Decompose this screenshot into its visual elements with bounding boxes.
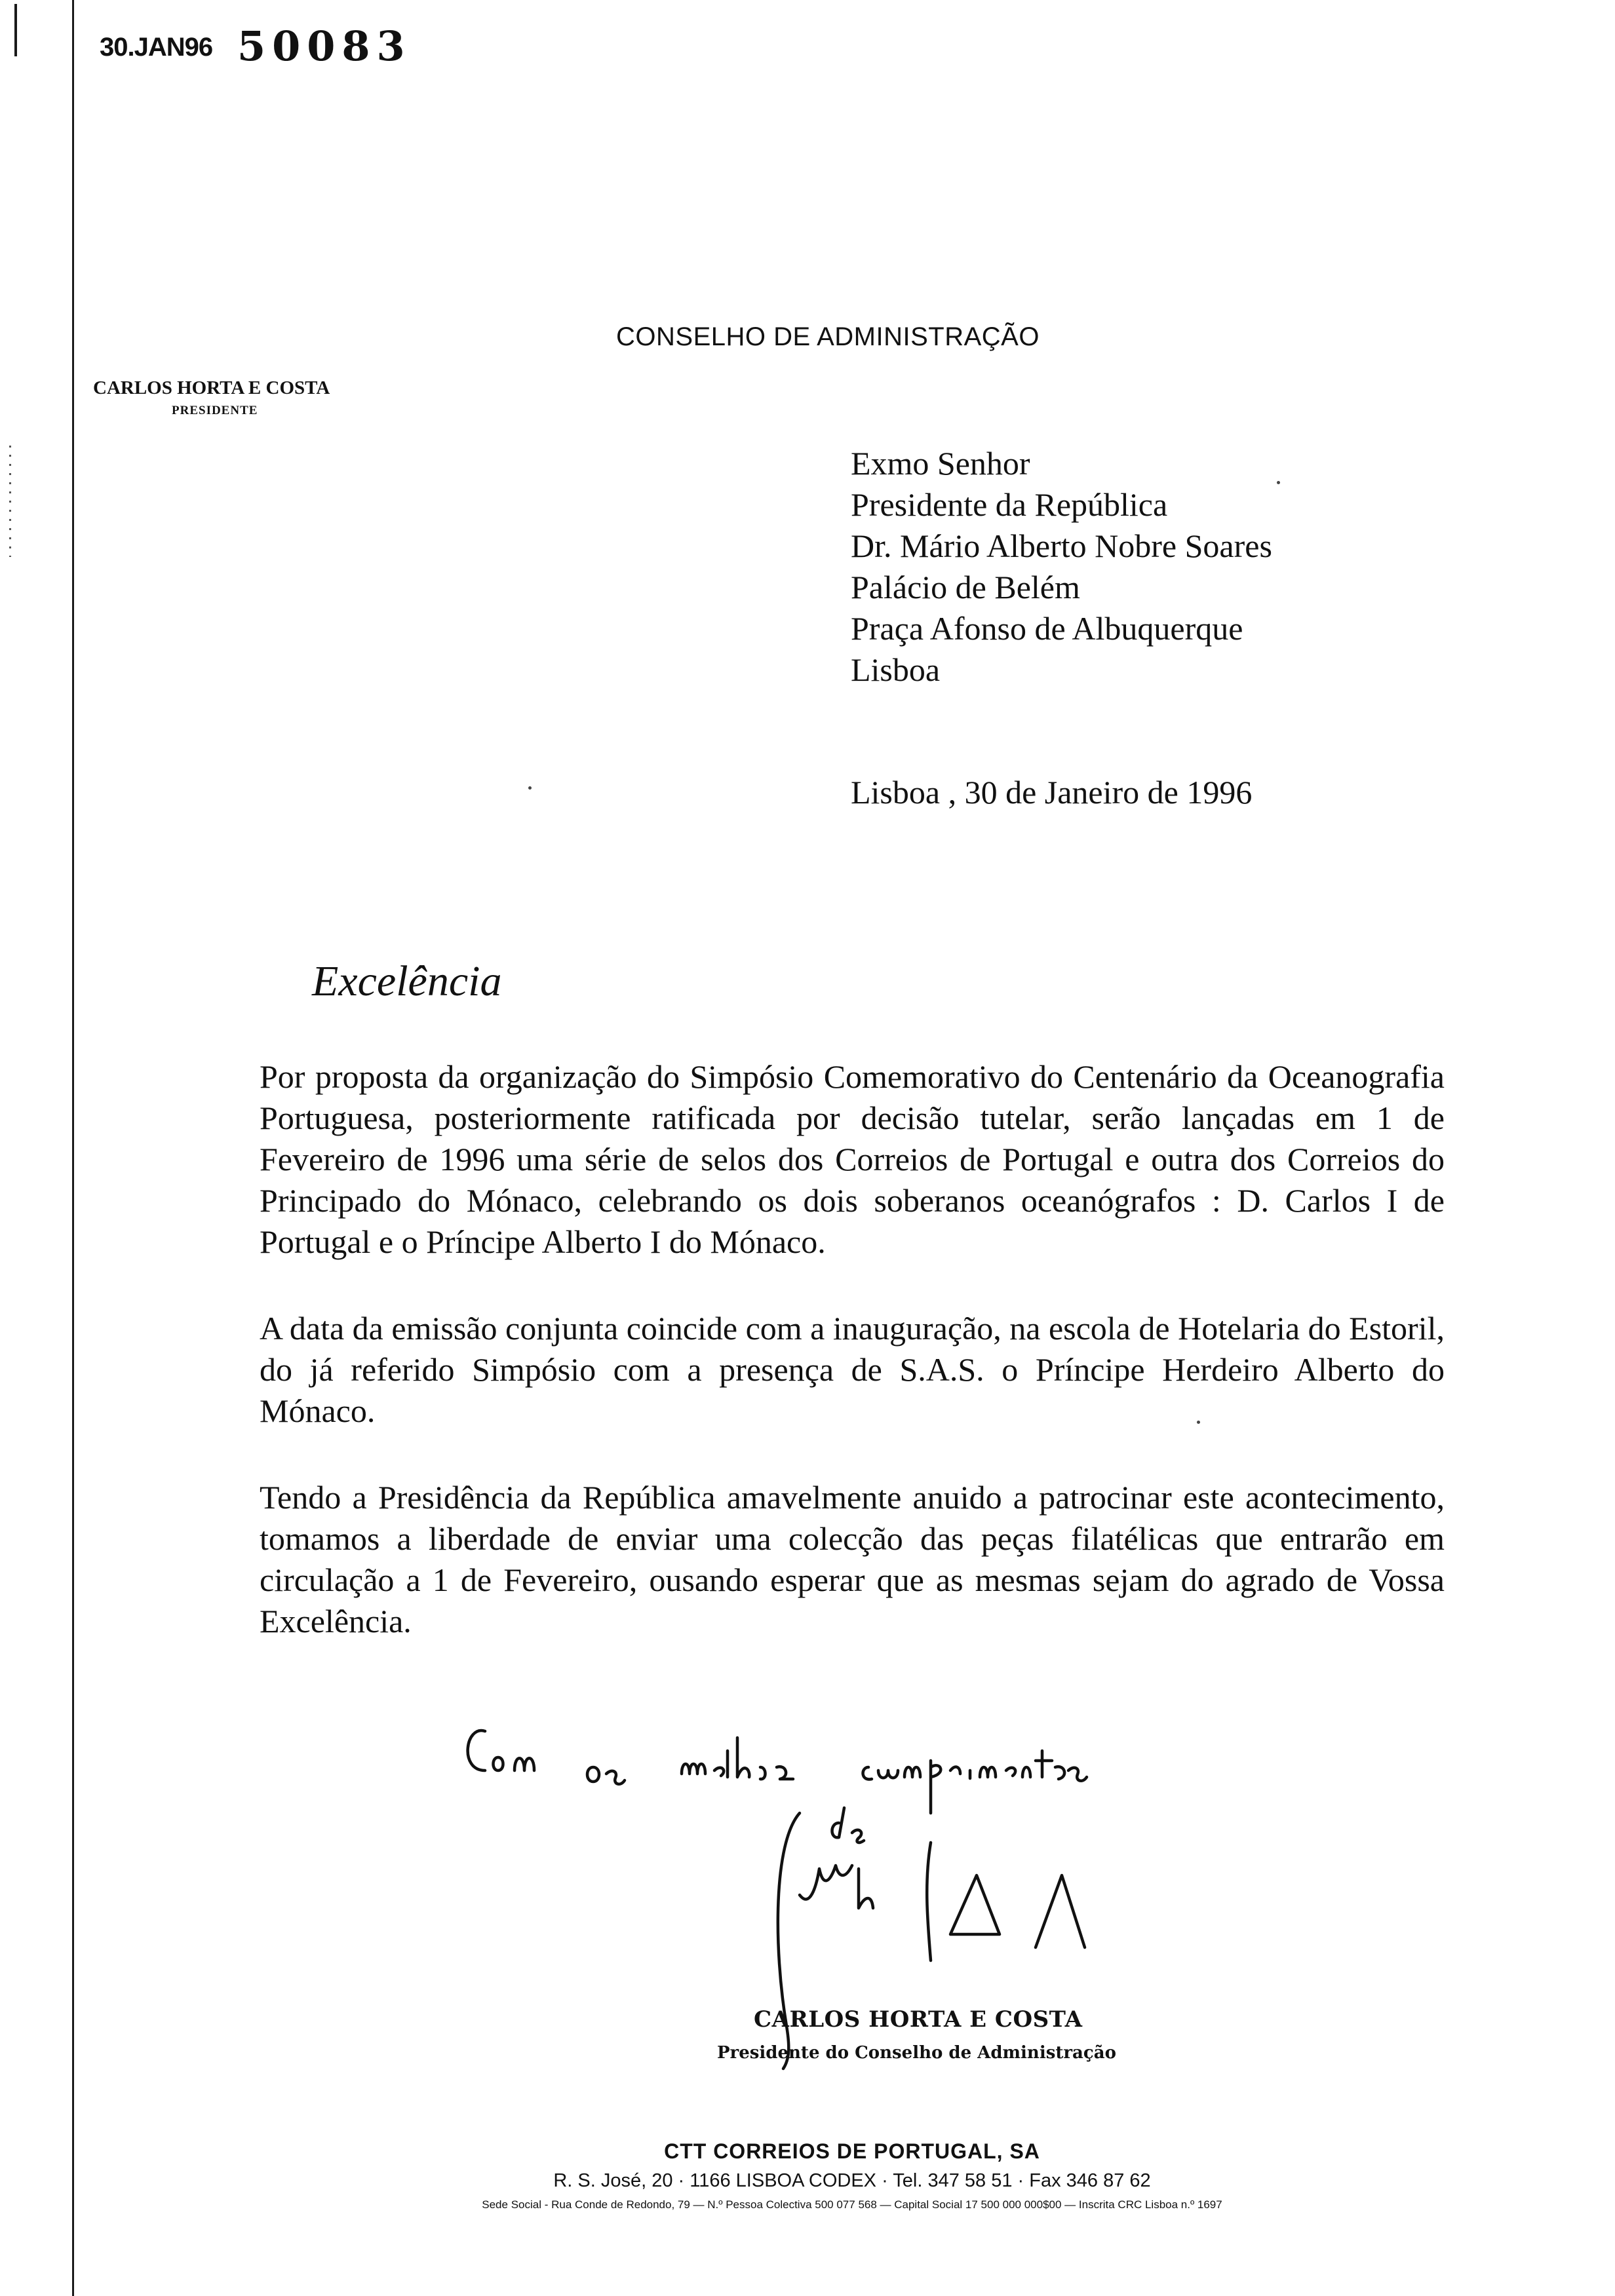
scan-speck: [528, 786, 532, 790]
scan-speck: [1277, 481, 1280, 484]
recipient-line: Exmo Senhor: [851, 445, 1030, 482]
received-date-stamp: 30.JAN96: [100, 33, 213, 62]
sender-name: CARLOS HORTA E COSTA: [93, 377, 330, 398]
sender-title: PRESIDENTE: [172, 404, 258, 417]
recipient-line: Palácio de Belém: [851, 569, 1080, 605]
place-date: Lisboa , 30 de Janeiro de 1996: [851, 774, 1253, 811]
footer-address: R. S. José, 20 · 1166 LISBOA CODEX · Tel. 347 58 51 · Fax 346 87 62: [553, 2170, 1151, 2191]
recipient-line: Presidente da República: [851, 486, 1168, 523]
footer-legal: Sede Social - Rua Conde de Redondo, 79 — N.º Pessoa Colectiva 500 077 568 — Capital Social 17 500 000 000$00 — Inscrita CRC Lisboa n.º 1697: [482, 2198, 1222, 2211]
recipient-address: [851, 443, 1272, 691]
body-paragraph: Por proposta da organização do Simpósio Comemorativo do Centenário da Oceanografia Portuguesa, posteriormente ratificada por decisão tutelar, serão lançadas em 1 de Fevereiro de 1996 uma série de selos dos Correios de Portugal e outra dos Correios do Principado do Mónaco, celebrando os dois soberanos oceanógrafos : D. Carlos I de Portugal e o Príncipe Alberto I do Mónaco.: [260, 1058, 1445, 1260]
registration-number-stamp: 50083: [237, 22, 412, 70]
recipient-line: Praça Afonso de Albuquerque: [851, 610, 1243, 647]
page-edge-line: [72, 0, 74, 2296]
body-paragraph: Tendo a Presidência da República amavelmente anuido a patrocinar este acontecimento, tomamos a liberdade de enviar uma colecção das peças filatélicas que entrarão em circulação a 1 de Fevereiro, ousando esperar que as mesmas sejam do agrado de Vossa Excelência.: [260, 1479, 1445, 1639]
signer-name: CARLOS HORTA E COSTA: [754, 2006, 1083, 2033]
recipient-line: Lisboa: [851, 651, 941, 688]
scan-mark: [14, 4, 17, 56]
board-title: CONSELHO DE ADMINISTRAÇÃO: [616, 322, 1040, 351]
letterhead-footer: [260, 2136, 1445, 2215]
footer-company: CTT CORREIOS DE PORTUGAL, SA: [664, 2139, 1040, 2163]
signer-title: Presidente do Conselho de Administração: [717, 2043, 1116, 2063]
handwritten-salutation: Excelência: [312, 957, 502, 1005]
scan-dots: [9, 446, 11, 557]
recipient-line: Dr. Mário Alberto Nobre Soares: [851, 527, 1272, 564]
body-paragraph: A data da emissão conjunta coincide com a inauguração, na escola de Hotelaria do Estoril, do já referido Simpósio com a presença de S.A.S. o Príncipe Herdeiro Alberto do Mónaco.: [260, 1310, 1445, 1429]
